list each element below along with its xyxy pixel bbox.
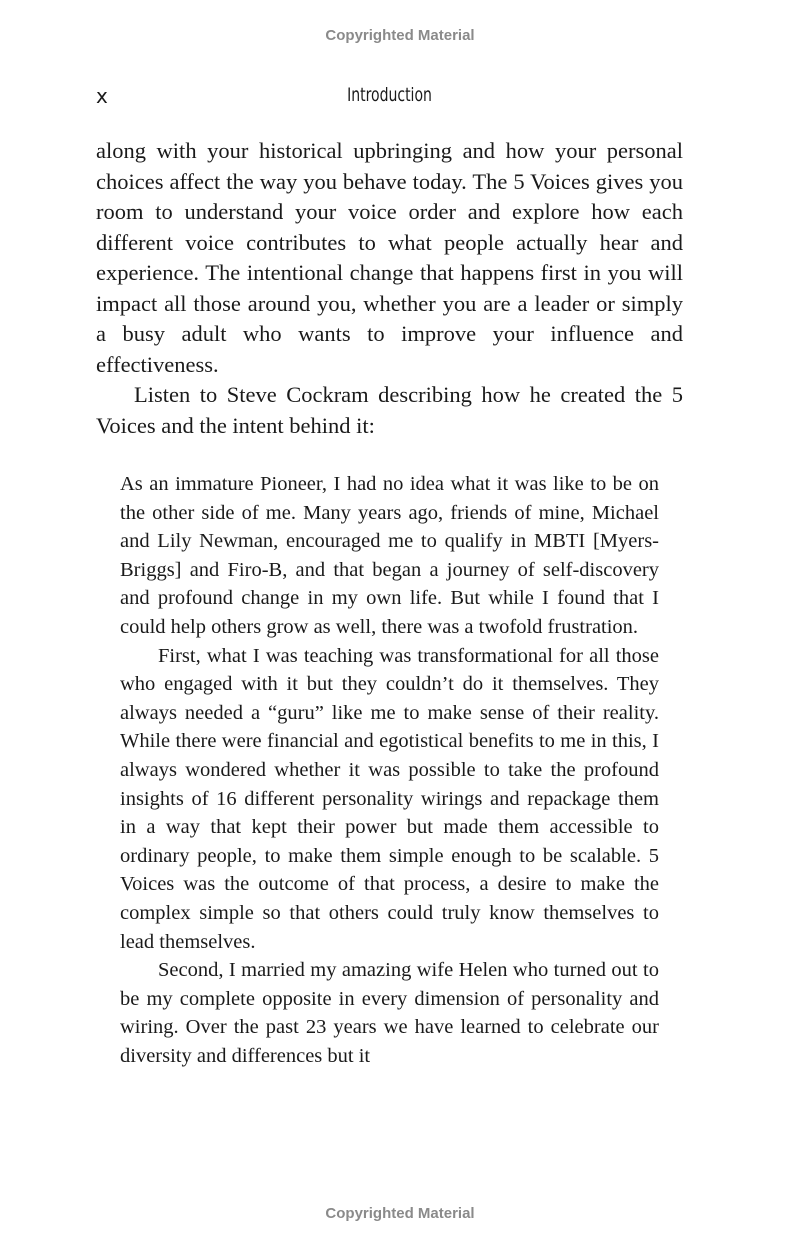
copyright-watermark-top: Copyrighted Material: [325, 27, 475, 44]
quote-paragraph: First, what I was teaching was transformational for all those who engaged with it but they couldn’t do it themselves. They always needed a “guru” like me to make sense of their reality. While there were financial and egotistical benefits to me in this, I always wondered whether it was possible to take the profound insights of 16 different personality wirings and repackage them in a way that kept their power but made them accessible to ordinary people, to make them simple enough to be scalable. 5 Voices was the outcome of that process, a desire to make the complex simple so that others could truly know themselves to lead themselves.: [120, 644, 659, 953]
quote-paragraph: As an immature Pioneer, I had no idea what it was like to be on the other side of me. Many years ago, friends of mine, Michael and Lily Newman, encouraged me to qualify in MBTI [Myers-Briggs] and Firo-B, and that began a journey of self-discovery and profound change in my own life. But while I found that I could help others grow as well, there was a twofold frustration.: [120, 473, 659, 638]
chapter-title: Introduction: [347, 84, 432, 106]
body-text: [96, 136, 683, 441]
body-paragraph: along with your historical upbringing and how your personal choices affect the way you behave today. The 5 Voices gives you room to understand your voice order and explore how each different voice contributes to what people actually hear and experience. The intentional change that happens first in you will impact all those around you, whether you are a leader or simply a busy adult who wants to improve your influence and effectiveness.: [96, 138, 683, 377]
copyright-watermark-bottom: Copyrighted Material: [325, 1205, 475, 1222]
running-head: [96, 84, 683, 110]
body-paragraph: Listen to Steve Cockram describing how he created the 5 Voices and the intent behind it:: [96, 382, 683, 438]
quote-paragraph: Second, I married my amazing wife Helen who turned out to be my complete opposite in every dimension of personality and wiring. Over the past 23 years we have learned to celebrate our diversity and differences but it: [120, 959, 659, 1067]
page-number: x: [96, 84, 108, 108]
block-quote: [120, 470, 659, 1070]
